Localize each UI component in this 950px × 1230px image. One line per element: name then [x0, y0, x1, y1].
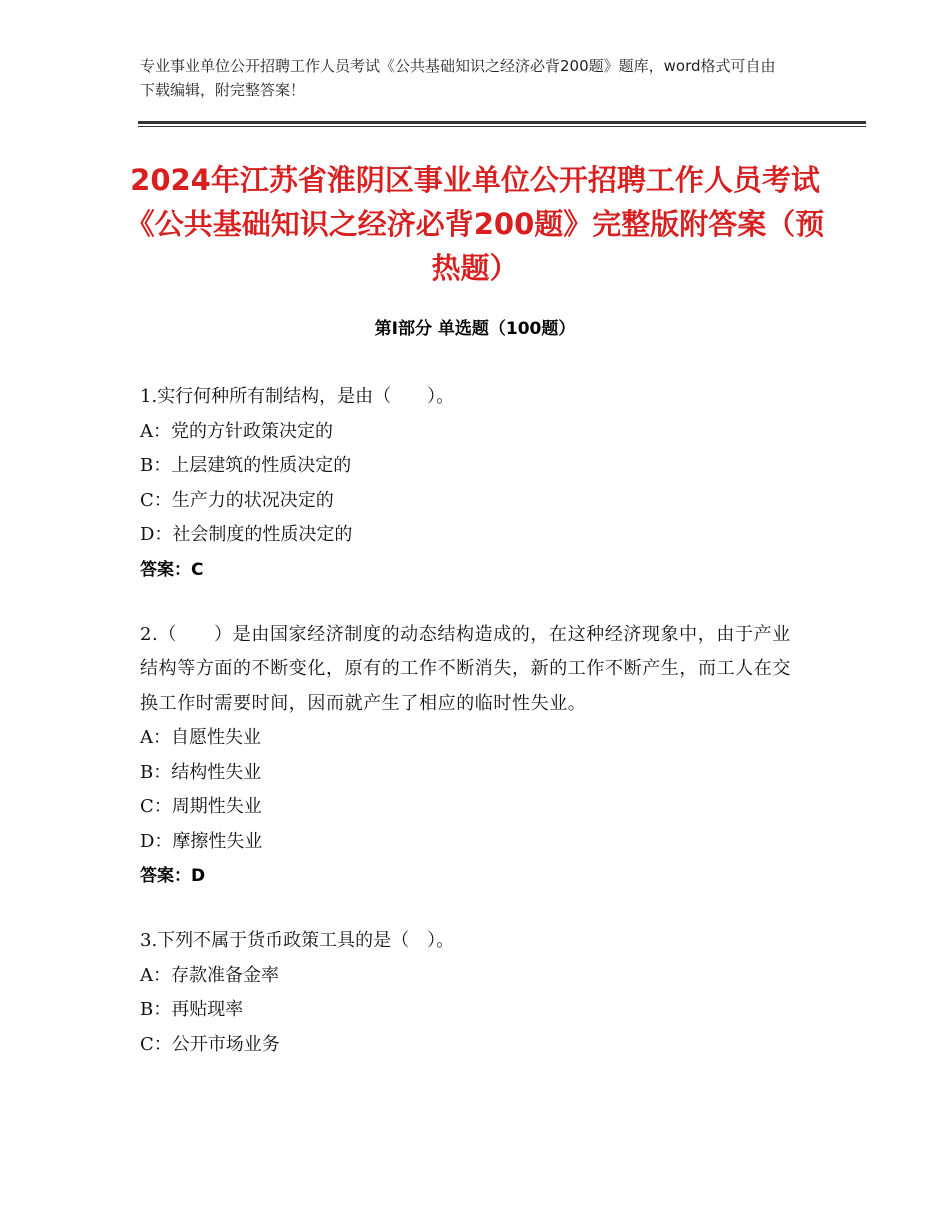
option-d: D：社会制度的性质决定的 — [140, 524, 353, 545]
question-1 — [140, 380, 800, 587]
document-title: 2024年江苏省淮阴区事业单位公开招聘工作人员考试《公共基础知识之经济必背200题》完整版附答案（预热题） — [125, 163, 825, 285]
header-rule-thin — [138, 126, 866, 127]
question-stem: 3.下列不属于货币政策工具的是（ ）。 — [140, 930, 455, 951]
option-a: A：党的方针政策决定的 — [140, 420, 333, 442]
option-a: A：自愿性失业 — [140, 727, 261, 748]
option-a: A：存款准备金率 — [140, 964, 279, 986]
header-note: 专业事业单位公开招聘工作人员考试《公共基础知识之经济必背200题》题库，word格式可自由下载编辑，附完整答案！ — [140, 57, 776, 99]
answer: 答案：C — [140, 559, 204, 580]
question-3 — [140, 924, 800, 1062]
question-2 — [140, 618, 800, 894]
option-c: C：周期性失业 — [140, 796, 262, 817]
question-stem: 2.（ ）是由国家经济制度的动态结构造成的，在这种经济现象中，由于产业结构等方面的不断变化，原有的工作不断消失，新的工作不断产生，而工人在交换工作时需要时间，因而就产生了相应的临时性失业。 — [140, 623, 791, 714]
option-b: B：上层建筑的性质决定的 — [140, 455, 352, 476]
option-c: C：生产力的状况决定的 — [140, 489, 334, 511]
answer: 答案：D — [140, 866, 206, 886]
header-rule-thick — [138, 121, 866, 124]
option-b: B：再贴现率 — [140, 999, 244, 1020]
question-list — [140, 380, 800, 1093]
section-heading: 第Ⅰ部分 单选题（100题） — [374, 319, 576, 339]
question-stem: 1.实行何种所有制结构，是由（ ）。 — [140, 386, 455, 407]
option-b: B：结构性失业 — [140, 761, 262, 783]
option-c: C：公开市场业务 — [140, 1033, 280, 1055]
option-d: D：摩擦性失业 — [140, 830, 263, 852]
